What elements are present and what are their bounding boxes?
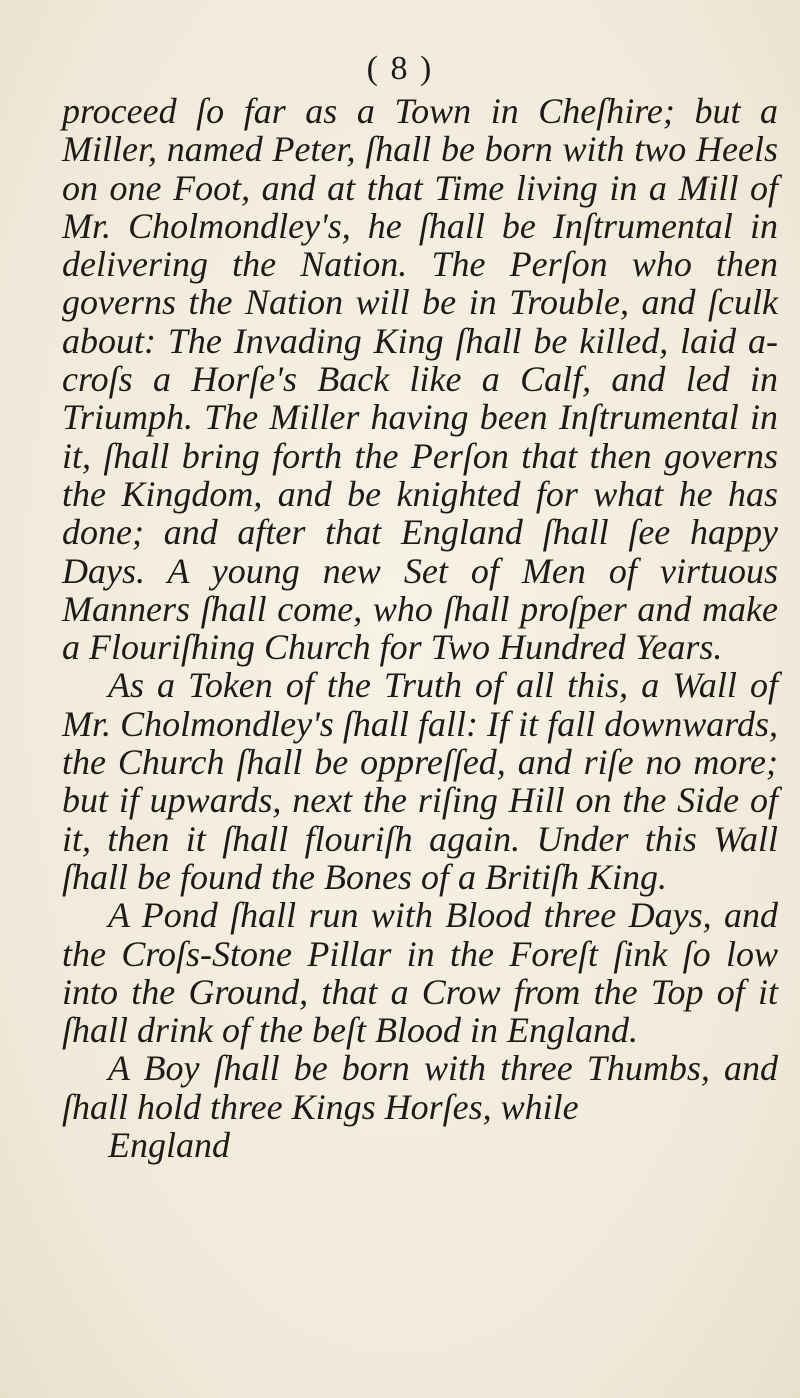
- paragraph-2: As a Token of the Truth of all this, a Wall of Mr. Cholmondley's ſhall fall: If it fall downwards, the Church ſhall be oppreſſed, and riſe no more; but if upwards, next the riſing Hill on the Side of it, then it ſhall flouriſh again. Under this Wall ſhall be found the Bones of a Britiſh King.: [62, 665, 778, 897]
- body-text: [62, 92, 778, 1164]
- paragraph-4: A Boy ſhall be born with three Thumbs, and ſhall hold three Kings Horſes, while: [62, 1048, 778, 1127]
- paragraph-3: A Pond ſhall run with Blood three Days, and the Croſs-Stone Pillar in the Foreſt ſink ſo low into the Ground, that a Crow from the Top of it ſhall drink of the beſt Blood in England.: [62, 895, 778, 1051]
- catchword: England: [108, 1125, 230, 1166]
- paragraph-1: proceed ſo far as a Town in Cheſhire; but a Miller, named Peter, ſhall be born with two Heels on one Foot, and at that Time living in a Mill of Mr. Cholmondley's, he ſhall be Inſtrumental in delivering the Nation. The Perſon who then governs the Nation will be in Trouble, and ſculk about: The Invading King ſhall be killed, laid a-croſs a Horſe's Back like a Calf, and led in Triumph. The Miller having been Inſtrumental in it, ſhall bring forth the Perſon that then governs the Kingdom, and be knighted for what he has done; and after that England ſhall ſee happy Days. A young new Set of Men of virtuous Manners ſhall come, who ſhall proſper and make a Flouriſhing Church for Two Hundred Years.: [62, 91, 778, 668]
- page-number: ( 8 ): [366, 50, 434, 87]
